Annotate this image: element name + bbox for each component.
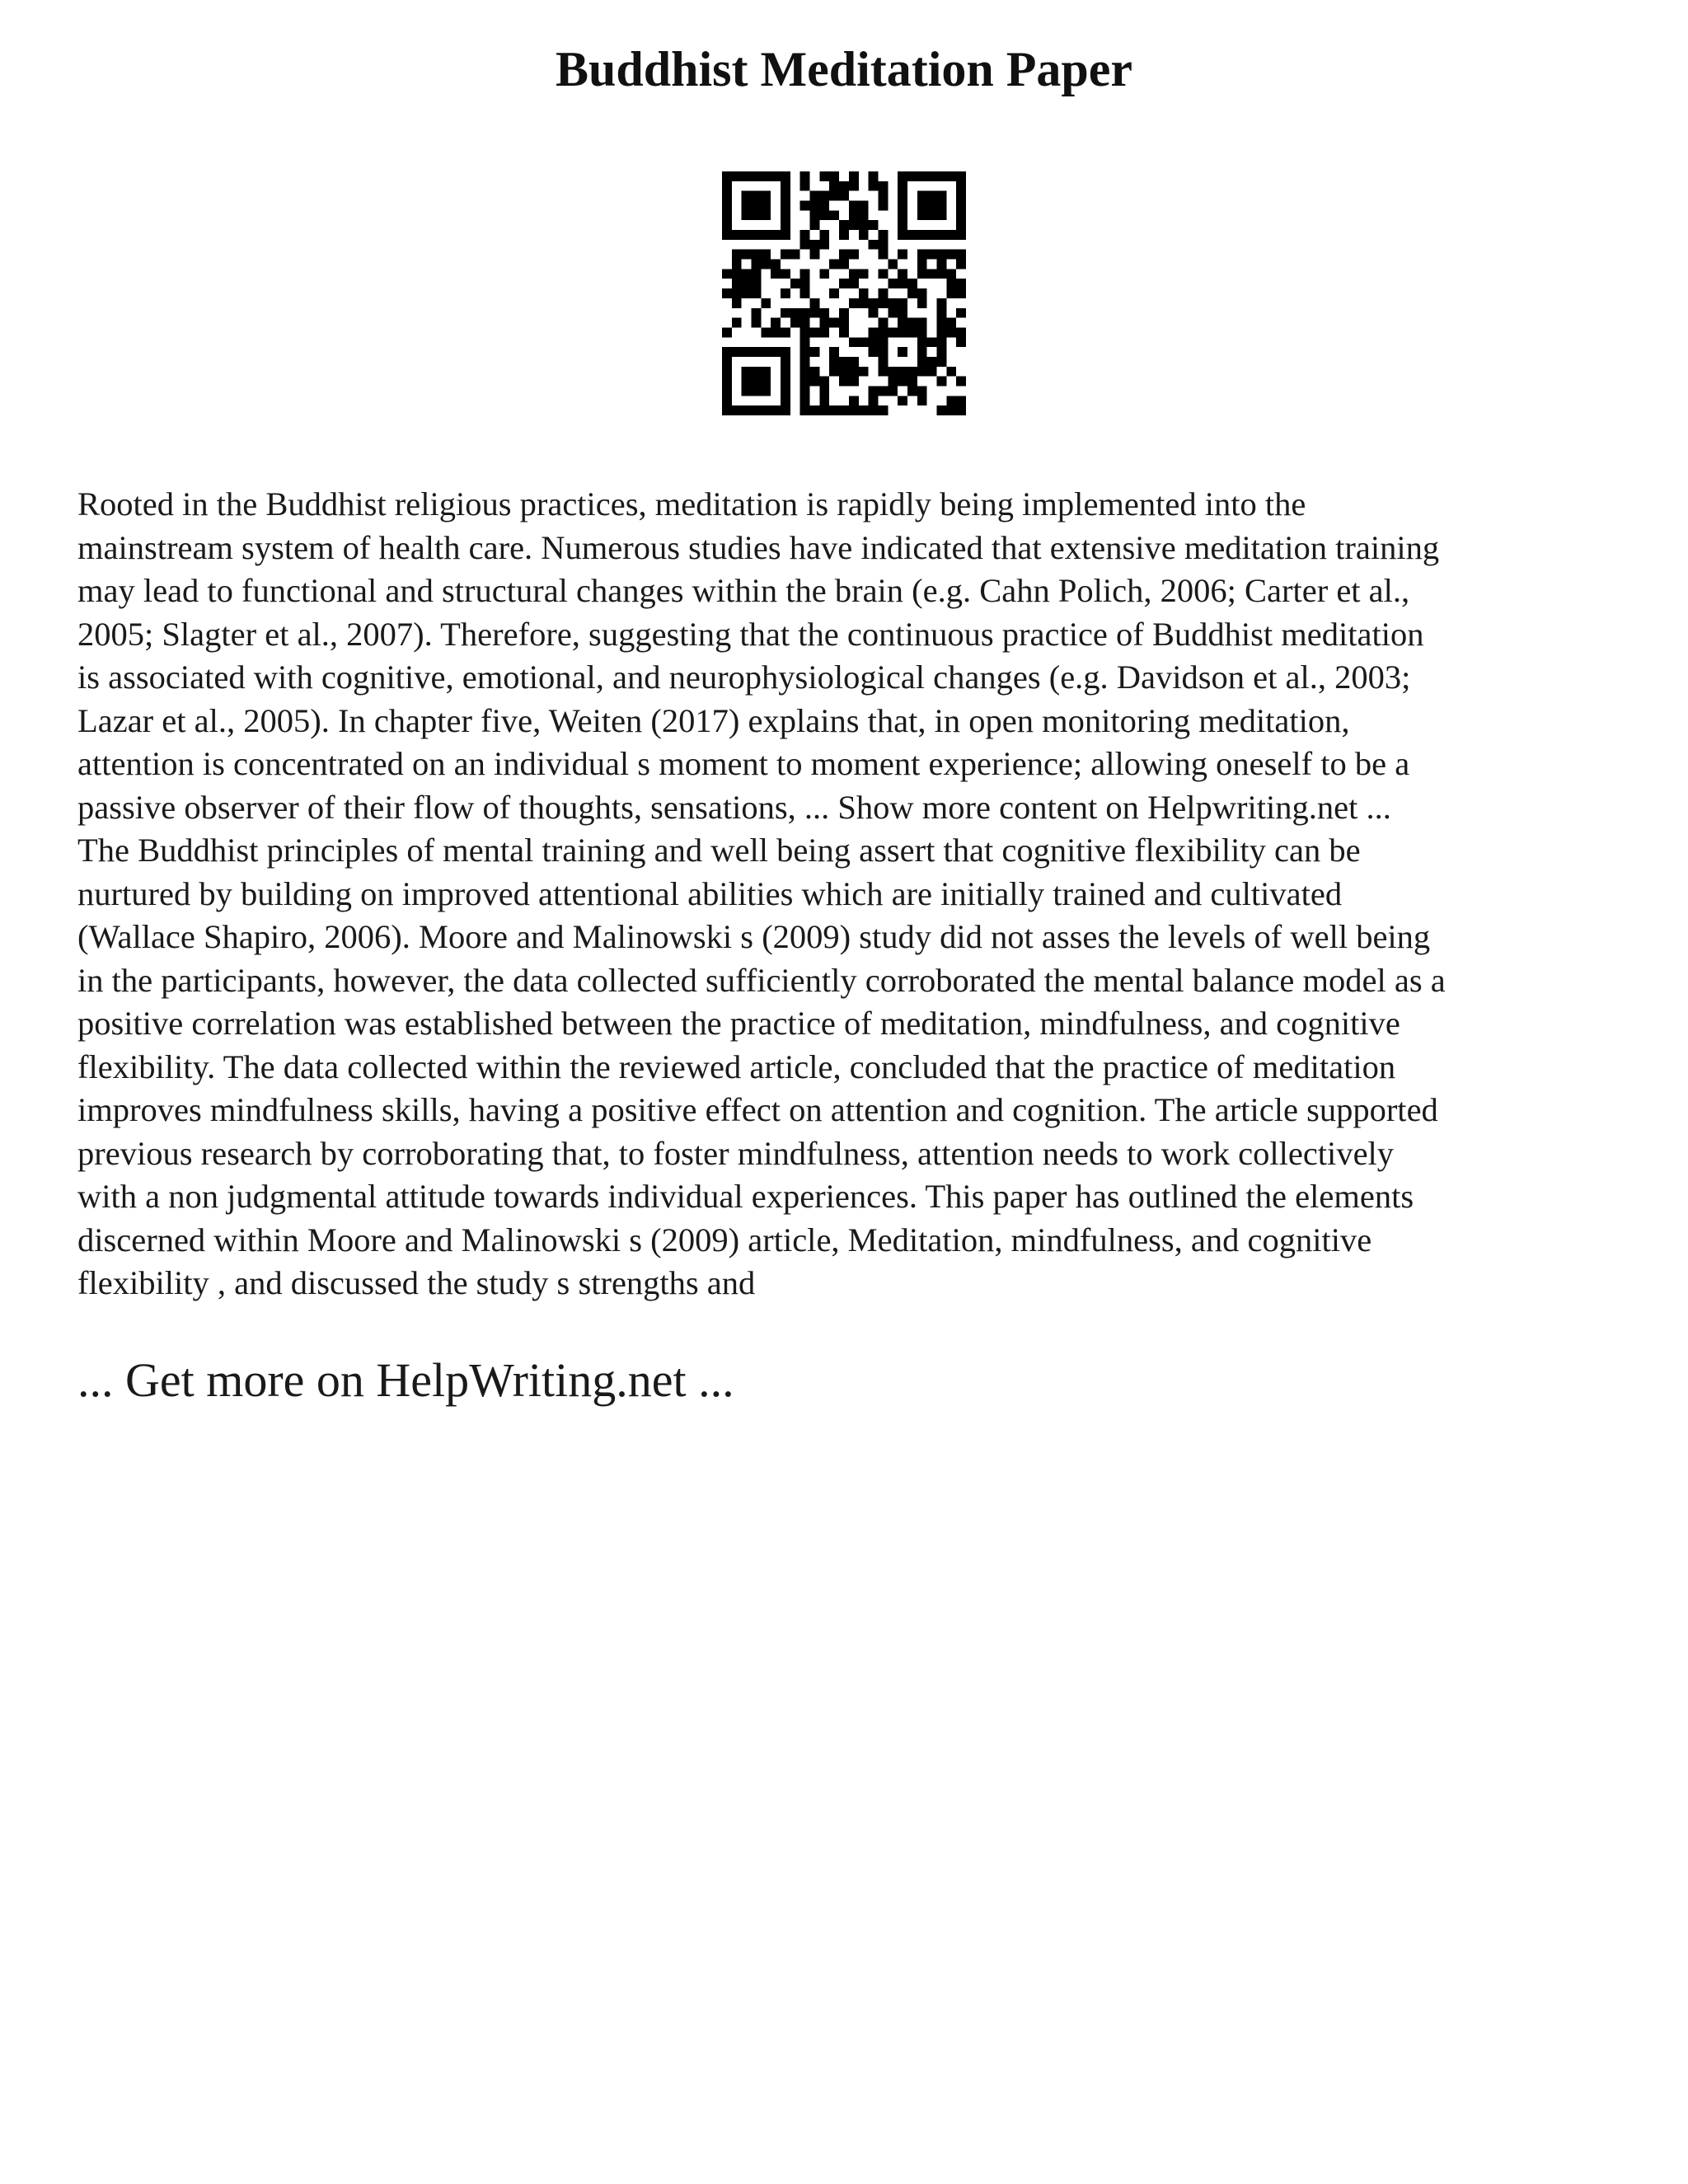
body-line: (Wallace Shapiro, 2006). Moore and Malinowski s (2009) study did not asses the levels of well being [77, 918, 1431, 955]
body-line: mainstream system of health care. Numerous studies have indicated that extensive meditation training [77, 528, 1440, 566]
body-line: passive observer of their flow of thoughts, sensations, ... Show more content on Helpwriting.net ... [77, 788, 1391, 826]
body-line: with a non judgmental attitude towards individual experiences. This paper has outlined the elements [77, 1178, 1414, 1215]
body-line: improves mindfulness skills, having a positive effect on attention and cognition. The article supported [77, 1091, 1438, 1128]
body-line: positive correlation was established between the practice of meditation, mindfulness, and cognitive [77, 1005, 1400, 1042]
body-line: Rooted in the Buddhist religious practices, meditation is rapidly being implemented into the [77, 485, 1306, 523]
get-more-link[interactable]: ... Get more on HelpWriting.net ... [77, 1353, 734, 1407]
body-line: The Buddhist principles of mental training and well being assert that cognitive flexibility can be [77, 832, 1361, 869]
body-line: is associated with cognitive, emotional, and neurophysiological changes (e.g. Davidson et al., 2003; [77, 658, 1411, 696]
body-line: Lazar et al., 2005). In chapter five, Weiten (2017) explains that, in open monitoring meditation, [77, 701, 1350, 739]
qr-code-icon [722, 171, 966, 415]
page-title: Buddhist Meditation Paper [555, 42, 1133, 96]
body-line: may lead to functional and structural changes within the brain (e.g. Cahn Polich, 2006; Carter et al., [77, 572, 1410, 609]
body-line: flexibility. The data collected within the reviewed article, concluded that the practice of meditation [77, 1047, 1396, 1085]
body-line: 2005; Slagter et al., 2007). Therefore, suggesting that the continuous practice of Buddhist meditation [77, 615, 1424, 653]
body-line: attention is concentrated on an individual s moment to moment experience; allowing oneself to be a [77, 745, 1410, 782]
body-line: nurtured by building on improved attentional abilities which are initially trained and cultivated [77, 874, 1343, 912]
body-line: discerned within Moore and Malinowski s (2009) article, Meditation, mindfulness, and cognitive [77, 1221, 1372, 1258]
body-line: previous research by corroborating that, to foster mindfulness, attention needs to work collectively [77, 1134, 1395, 1172]
body-paragraph [77, 483, 1627, 1305]
body-line: in the participants, however, the data collected sufficiently corroborated the mental balance model as a [77, 961, 1446, 999]
body-line: flexibility , and discussed the study s strengths and [77, 1264, 756, 1301]
